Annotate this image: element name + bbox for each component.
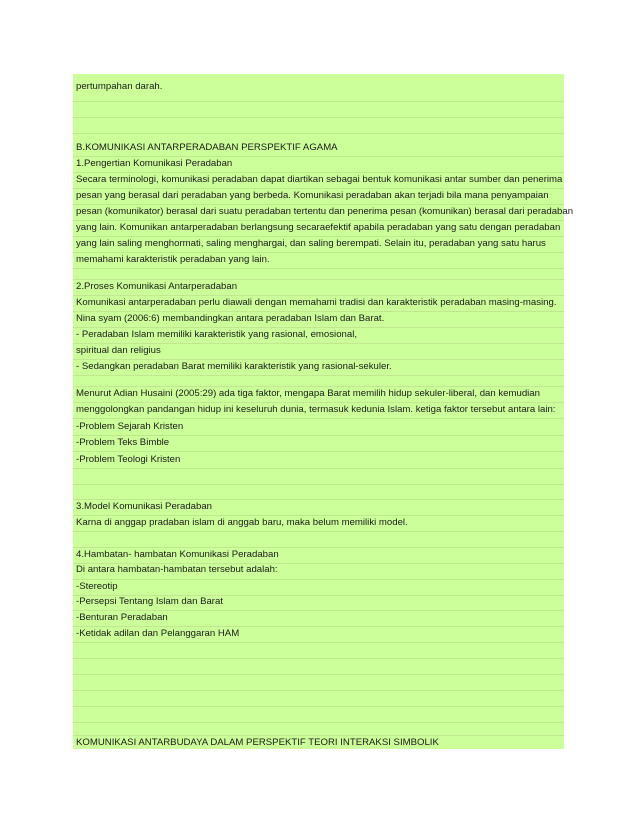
row-separator [73,563,564,564]
text-line: Karna di anggap pradaban islam di anggab baru, maka belum memiliki model. [76,517,408,528]
row-separator [73,674,564,675]
row-separator [73,220,564,221]
row-separator [73,236,564,237]
row-separator [73,735,564,736]
subsection-heading: 1.Pengertian Komunikasi Peradaban [76,158,233,169]
text-line: memahami karakteristik peradaban yang lain. [76,254,270,265]
row-separator [73,343,564,344]
text-line: pertumpahan darah. [76,81,163,92]
row-separator [73,133,564,134]
list-item: -Problem Sejarah Kristen [76,421,184,432]
row-separator [73,117,564,118]
row-separator [73,515,564,516]
row-separator [73,658,564,659]
text-line: menggolongkan pandangan hidup ini keseluruh dunia, termasuk kedunia Islam. ketiga faktor tersebut antara lain: [76,404,556,415]
row-separator [73,327,564,328]
text-line: - Peradaban Islam memiliki karakteristik yang rasional, emosional, [76,329,357,340]
text-line: pesan (komunikator) berasal dari suatu peradaban tertentu dan penerima pesan (komunikan) berasal dari peradaban [76,206,574,217]
row-separator [73,279,564,280]
row-separator [73,468,564,469]
row-separator [73,722,564,723]
text-line: pesan yang berasal dari peradaban yang berbeda. Komunikasi peradaban akan terjadi bila mana penyampaian [76,190,549,201]
row-separator [73,435,564,436]
row-separator [73,311,564,312]
list-item: -Persepsi Tentang Islam dan Barat [76,596,224,607]
row-separator [73,642,564,643]
text-line: Di antara hambatan-hambatan tersebut adalah: [76,564,278,575]
text-line: Menurut Adian Husaini (2005:29) ada tiga faktor, mengapa Barat memilih hidup sekuler-liberal, dan kemudian [76,388,540,399]
row-separator [73,101,564,102]
row-separator [73,451,564,452]
row-separator [73,626,564,627]
row-separator [73,204,564,205]
row-separator [73,386,564,387]
section-heading: KOMUNIKASI ANTARBUDAYA DALAM PERSPEKTIF TEORI INTERAKSI SIMBOLIK [76,737,439,748]
text-line: Nina syam (2006:6) membandingkan antara peradaban Islam dan Barat. [76,313,385,324]
subsection-heading: 3.Model Komunikasi Peradaban [76,501,212,512]
row-separator [73,690,564,691]
row-separator [73,547,564,548]
subsection-heading: 2.Proses Komunikasi Antarperadaban [76,281,238,292]
row-separator [73,484,564,485]
row-separator [73,531,564,532]
row-separator [73,188,564,189]
row-separator [73,156,564,157]
row-separator [73,595,564,596]
text-line: Secara terminologi, komunikasi peradaban dapat diartikan sebagai bentuk komunikasi antar sumber dan penerima [76,174,563,185]
row-separator [73,610,564,611]
list-item: -Problem Teks Bimble [76,437,170,448]
text-line: spiritual dan religius [76,345,161,356]
document-body [73,74,574,749]
row-separator [73,402,564,403]
row-separator [73,375,564,376]
text-line: yang lain. Komunikan antarperadaban berlangsung secaraefektif apabila peradaban yang satu dengan peradaban [76,222,561,233]
row-separator [73,706,564,707]
list-item: -Stereotip [76,581,118,592]
section-heading: B.KOMUNIKASI ANTARPERADABAN PERSPEKTIF AGAMA [76,142,338,153]
row-separator [73,499,564,500]
row-separator [73,252,564,253]
text-line: - Sedangkan peradaban Barat memiliki karakteristik yang rasional-sekuler. [76,361,392,372]
list-item: -Ketidak adilan dan Pelanggaran HAM [76,628,240,639]
text-line: yang lain saling menghormati, saling menghargai, dan saling berempati. Selain itu, peradaban yang satu harus [76,238,546,249]
subsection-heading: 4.Hambatan- hambatan Komunikasi Peradaban [76,549,279,560]
row-separator [73,295,564,296]
row-separator [73,268,564,269]
row-separator [73,418,564,419]
row-separator [73,359,564,360]
row-separator [73,579,564,580]
row-separator [73,172,564,173]
text-line: Komunikasi antarperadaban perlu diawali dengan memahami tradisi dan karakteristik peradaban masing-masing. [76,297,557,308]
list-item: -Problem Teologi Kristen [76,454,181,465]
list-item: -Benturan Peradaban [76,612,168,623]
